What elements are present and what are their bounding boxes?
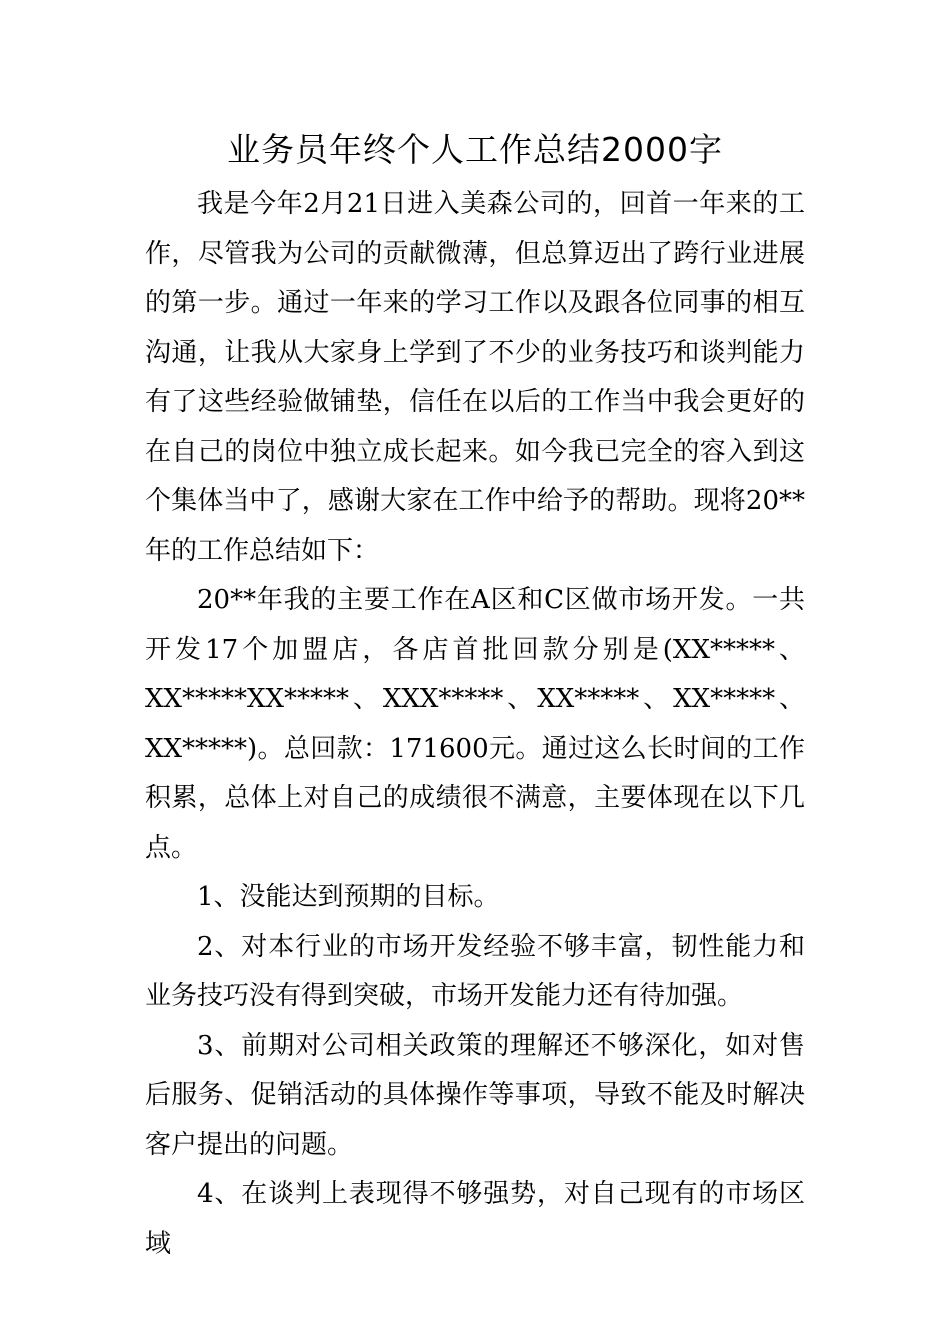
paragraph-point-3: 3、前期对公司相关政策的理解还不够深化，如对售后服务、促销活动的具体操作等事项，导致不能及时解决客户提出的问题。 bbox=[145, 1030, 805, 1160]
document-title: 业务员年终个人工作总结2000字 bbox=[227, 130, 723, 169]
paragraph-work-summary: 20**年我的主要工作在A区和C区做市场开发。一共开发17个加盟店，各店首批回款分别是(XX*****、XX*****XX*****、XXX*****、XX*****、XX*****、XX*****)。总回款：171600元。通过这么长时间的工作积累，总体上对自己的成绩很不满意，主要体现在以下几点。 bbox=[145, 585, 805, 863]
paragraph-intro: 我是今年2月21日进入美森公司的，回首一年来的工作，尽管我为公司的贡献微薄，但总算迈出了跨行业进展的第一步。通过一年来的学习工作以及跟各位同事的相互沟通，让我从大家身上学到了不少的业务技巧和谈判能力有了这些经验做铺垫，信任在以后的工作当中我会更好的在自己的岗位中独立成长起来。如今我已完全的容入到这个集体当中了，感谢大家在工作中给予的帮助。现将20**年的工作总结如下： bbox=[145, 189, 805, 566]
paragraph-point-1: 1、没能达到预期的目标。 bbox=[197, 882, 500, 912]
document-body bbox=[145, 180, 805, 1269]
paragraph-point-2: 2、对本行业的市场开发经验不够丰富，韧性能力和业务技巧没有得到突破，市场开发能力还有待加强。 bbox=[145, 931, 805, 1011]
paragraph-point-4: 4、在谈判上表现得不够强势，对自己现有的市场区域 bbox=[145, 1179, 805, 1259]
